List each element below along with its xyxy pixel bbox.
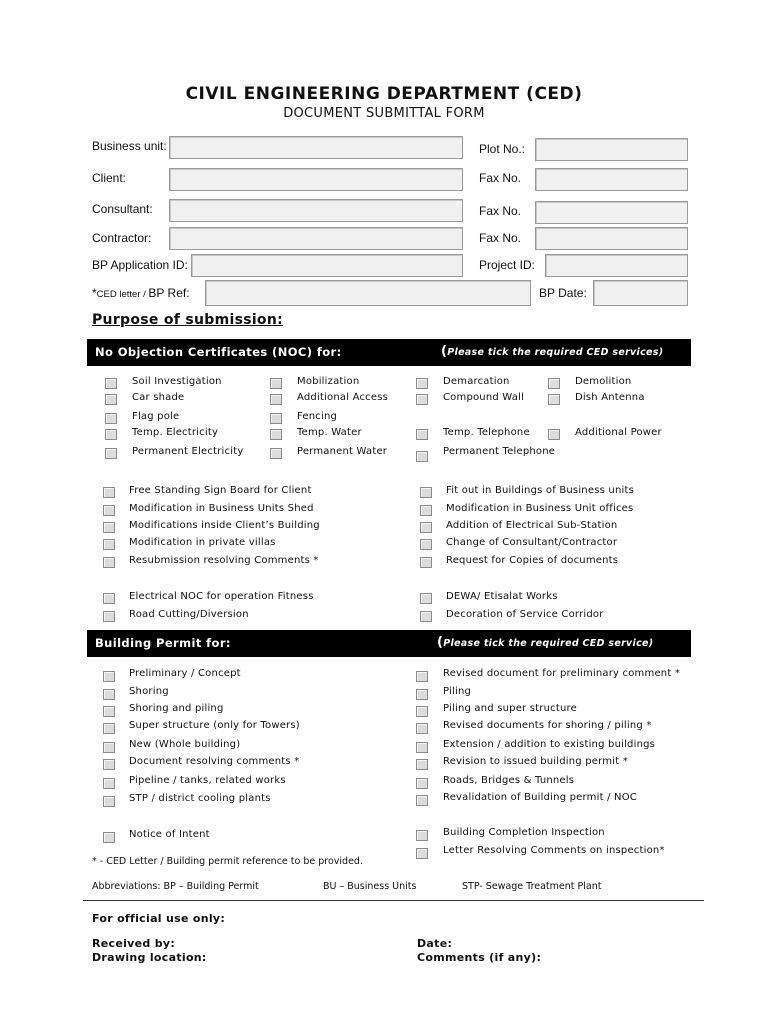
- plot-no-field[interactable]: [535, 138, 688, 161]
- consultant-field[interactable]: [169, 199, 463, 222]
- checkbox-label: Fit out in Buildings of Business units: [446, 485, 634, 496]
- fax-no-label-2: Fax No.: [479, 204, 522, 218]
- checkbox-label: Modification in Business Units Shed: [129, 503, 314, 514]
- checkbox[interactable]: [103, 796, 115, 807]
- bp-header-note: [437, 635, 653, 650]
- noc-header-note: [441, 344, 663, 359]
- bp-date-label: BP Date:: [539, 286, 587, 300]
- checkbox[interactable]: [103, 593, 115, 604]
- project-id-label: Project ID:: [479, 258, 536, 272]
- noc-header-bar: [87, 339, 691, 366]
- checkbox-label: Modifications inside Client’s Building: [129, 520, 320, 531]
- checkbox[interactable]: [548, 394, 560, 405]
- checkbox[interactable]: [416, 451, 428, 462]
- checkbox-label: Shoring: [129, 686, 169, 697]
- checkbox[interactable]: [416, 830, 428, 841]
- checkbox[interactable]: [420, 593, 432, 604]
- checkbox[interactable]: [103, 557, 115, 568]
- checkbox[interactable]: [270, 413, 282, 424]
- checkbox[interactable]: [103, 671, 115, 682]
- checkbox-label: Flag pole: [132, 411, 180, 422]
- ced-letter-text: CED letter /: [96, 289, 149, 300]
- checkbox[interactable]: [270, 394, 282, 405]
- noc-note-paren: (: [441, 344, 448, 359]
- checkbox-label: New (Whole building): [129, 739, 241, 750]
- checkbox[interactable]: [103, 778, 115, 789]
- abbreviation-bu: BU – Business Units: [323, 881, 417, 892]
- checkbox-label: Demarcation: [443, 376, 510, 387]
- form-subtitle: DOCUMENT SUBMITTAL FORM: [283, 106, 485, 121]
- contractor-field[interactable]: [169, 227, 463, 250]
- checkbox-label: Decoration of Service Corridor: [446, 609, 604, 620]
- checkbox-label: Pipeline / tanks, related works: [129, 775, 286, 786]
- fax-no-field-2[interactable]: [535, 201, 688, 224]
- checkbox[interactable]: [103, 522, 115, 533]
- checkbox[interactable]: [420, 539, 432, 550]
- bp-application-id-label: BP Application ID:: [92, 258, 188, 272]
- bp-header-bar: [87, 630, 691, 657]
- date-label: Date:: [417, 937, 453, 950]
- ced-asterisk: *: [92, 286, 97, 300]
- checkbox-label: Change of Consultant/Contractor: [446, 537, 618, 548]
- checkbox[interactable]: [416, 429, 428, 440]
- footnote: * - CED Letter / Building permit reference to be provided.: [92, 856, 363, 867]
- purpose-heading: Purpose of submission:: [92, 312, 284, 328]
- checkbox[interactable]: [103, 742, 115, 753]
- form-title: CIVIL ENGINEERING DEPARTMENT (CED): [185, 84, 583, 104]
- abbreviation-bp: Abbreviations: BP – Building Permit: [92, 881, 259, 892]
- bp-ref-field[interactable]: [205, 280, 531, 306]
- checkbox[interactable]: [105, 429, 117, 440]
- checkbox-label: Shoring and piling: [129, 703, 224, 714]
- checkbox[interactable]: [270, 448, 282, 459]
- checkbox-label: Temp. Electricity: [132, 427, 219, 438]
- checkbox-label: Request for Copies of documents: [446, 555, 619, 566]
- checkbox-label: Additional Access: [297, 392, 389, 403]
- checkbox[interactable]: [416, 378, 428, 389]
- checkbox[interactable]: [420, 557, 432, 568]
- checkbox[interactable]: [416, 394, 428, 405]
- checkbox-label: Revised document for preliminary comment *: [443, 668, 681, 679]
- checkbox-label: Temp. Telephone: [443, 427, 530, 438]
- checkbox-label: Letter Resolving Comments on inspection*: [443, 845, 665, 856]
- checkbox-label: Additional Power: [575, 427, 662, 438]
- checkbox[interactable]: [103, 487, 115, 498]
- checkbox-label: Document resolving comments *: [129, 756, 300, 767]
- noc-header-label: No Objection Certificates (NOC) for:: [95, 345, 342, 359]
- checkbox[interactable]: [103, 759, 115, 770]
- bp-note-text: Please tick the required CED service): [443, 638, 654, 649]
- checkbox-label: Notice of Intent: [129, 829, 210, 840]
- drawing-location-label: Drawing location:: [92, 951, 207, 964]
- checkbox-label: Revised documents for shoring / piling *: [443, 720, 652, 731]
- comments-label: Comments (if any):: [417, 951, 542, 964]
- checkbox-label: Modification in private villas: [129, 537, 276, 548]
- plot-no-label: Plot No.:: [479, 142, 526, 156]
- checkbox-label: Revalidation of Building permit / NOC: [443, 792, 637, 803]
- checkbox[interactable]: [420, 611, 432, 622]
- checkbox-label: Demolition: [575, 376, 632, 387]
- checkbox[interactable]: [548, 378, 560, 389]
- checkbox[interactable]: [416, 795, 428, 806]
- divider-line: [83, 900, 704, 901]
- project-id-field[interactable]: [545, 254, 688, 277]
- ced-letter-label: [92, 286, 190, 300]
- checkbox[interactable]: [416, 742, 428, 753]
- fax-no-label-1: Fax No.: [479, 171, 522, 185]
- checkbox-label: Piling and super structure: [443, 703, 577, 714]
- checkbox[interactable]: [416, 759, 428, 770]
- bp-ref-text: BP Ref:: [148, 286, 190, 300]
- checkbox[interactable]: [420, 505, 432, 516]
- checkbox-label: Modification in Business Unit offices: [446, 503, 634, 514]
- checkbox[interactable]: [416, 723, 428, 734]
- official-use-title: For official use only:: [92, 912, 226, 925]
- checkbox[interactable]: [103, 706, 115, 717]
- checkbox[interactable]: [548, 429, 560, 440]
- received-by-label: Received by:: [92, 937, 176, 950]
- business-unit-field[interactable]: [169, 136, 463, 159]
- checkbox-label: Permanent Telephone: [443, 446, 556, 457]
- checkbox[interactable]: [416, 671, 428, 682]
- checkbox-label: DEWA/ Etisalat Works: [446, 591, 558, 602]
- checkbox[interactable]: [103, 611, 115, 622]
- checkbox[interactable]: [103, 689, 115, 700]
- checkbox[interactable]: [420, 487, 432, 498]
- bp-date-field[interactable]: [593, 280, 688, 306]
- business-unit-label: Business unit:: [92, 139, 167, 153]
- checkbox[interactable]: [416, 706, 428, 717]
- checkbox-label: Compound Wall: [443, 392, 525, 403]
- fax-no-label-3: Fax No.: [479, 231, 522, 245]
- checkbox-label: Mobilization: [297, 376, 360, 387]
- checkbox[interactable]: [105, 378, 117, 389]
- checkbox[interactable]: [270, 429, 282, 440]
- client-label: Client:: [92, 171, 127, 185]
- checkbox[interactable]: [270, 378, 282, 389]
- checkbox-label: Free Standing Sign Board for Client: [129, 485, 312, 496]
- checkbox[interactable]: [105, 413, 117, 424]
- checkbox-label: Electrical NOC for operation Fitness: [129, 591, 314, 602]
- noc-note-text: Please tick the required CED services): [447, 347, 664, 358]
- checkbox[interactable]: [103, 723, 115, 734]
- checkbox[interactable]: [103, 505, 115, 516]
- checkbox-label: Dish Antenna: [575, 392, 645, 403]
- checkbox-label: Permanent Electricity: [132, 446, 244, 457]
- checkbox-label: Roads, Bridges & Tunnels: [443, 775, 575, 786]
- bp-application-id-field[interactable]: [191, 254, 463, 277]
- checkbox[interactable]: [105, 448, 117, 459]
- client-field[interactable]: [169, 168, 463, 191]
- bp-header-label: Building Permit for:: [95, 636, 231, 650]
- abbreviation-stp: STP- Sewage Treatment Plant: [462, 881, 602, 892]
- checkbox-label: Temp. Water: [297, 427, 362, 438]
- checkbox-label: Building Completion Inspection: [443, 827, 605, 838]
- checkbox-label: Addition of Electrical Sub-Station: [446, 520, 618, 531]
- checkbox-label: Preliminary / Concept: [129, 668, 241, 679]
- checkbox-label: Extension / addition to existing buildings: [443, 739, 656, 750]
- consultant-label: Consultant:: [92, 202, 153, 216]
- checkbox-label: Soil Investigation: [132, 376, 222, 387]
- checkbox-label: Revision to issued building permit *: [443, 756, 628, 767]
- bp-note-paren: (: [437, 635, 444, 650]
- checkbox[interactable]: [105, 394, 117, 405]
- checkbox-label: Fencing: [297, 411, 338, 422]
- fax-no-field-1[interactable]: [535, 168, 688, 191]
- checkbox-label: STP / district cooling plants: [129, 793, 271, 804]
- contractor-label: Contractor:: [92, 231, 152, 245]
- checkbox-label: Piling: [443, 686, 472, 697]
- checkbox[interactable]: [416, 848, 428, 859]
- checkbox-label: Permanent Water: [297, 446, 388, 457]
- checkbox[interactable]: [416, 778, 428, 789]
- fax-no-field-3[interactable]: [535, 227, 688, 250]
- checkbox-label: Super structure (only for Towers): [129, 720, 300, 731]
- checkbox[interactable]: [103, 539, 115, 550]
- checkbox[interactable]: [420, 522, 432, 533]
- checkbox-label: Car shade: [132, 392, 185, 403]
- checkbox-label: Road Cutting/Diversion: [129, 609, 249, 620]
- checkbox[interactable]: [416, 689, 428, 700]
- checkbox[interactable]: [103, 832, 115, 843]
- checkbox-label: Resubmission resolving Comments *: [129, 555, 319, 566]
